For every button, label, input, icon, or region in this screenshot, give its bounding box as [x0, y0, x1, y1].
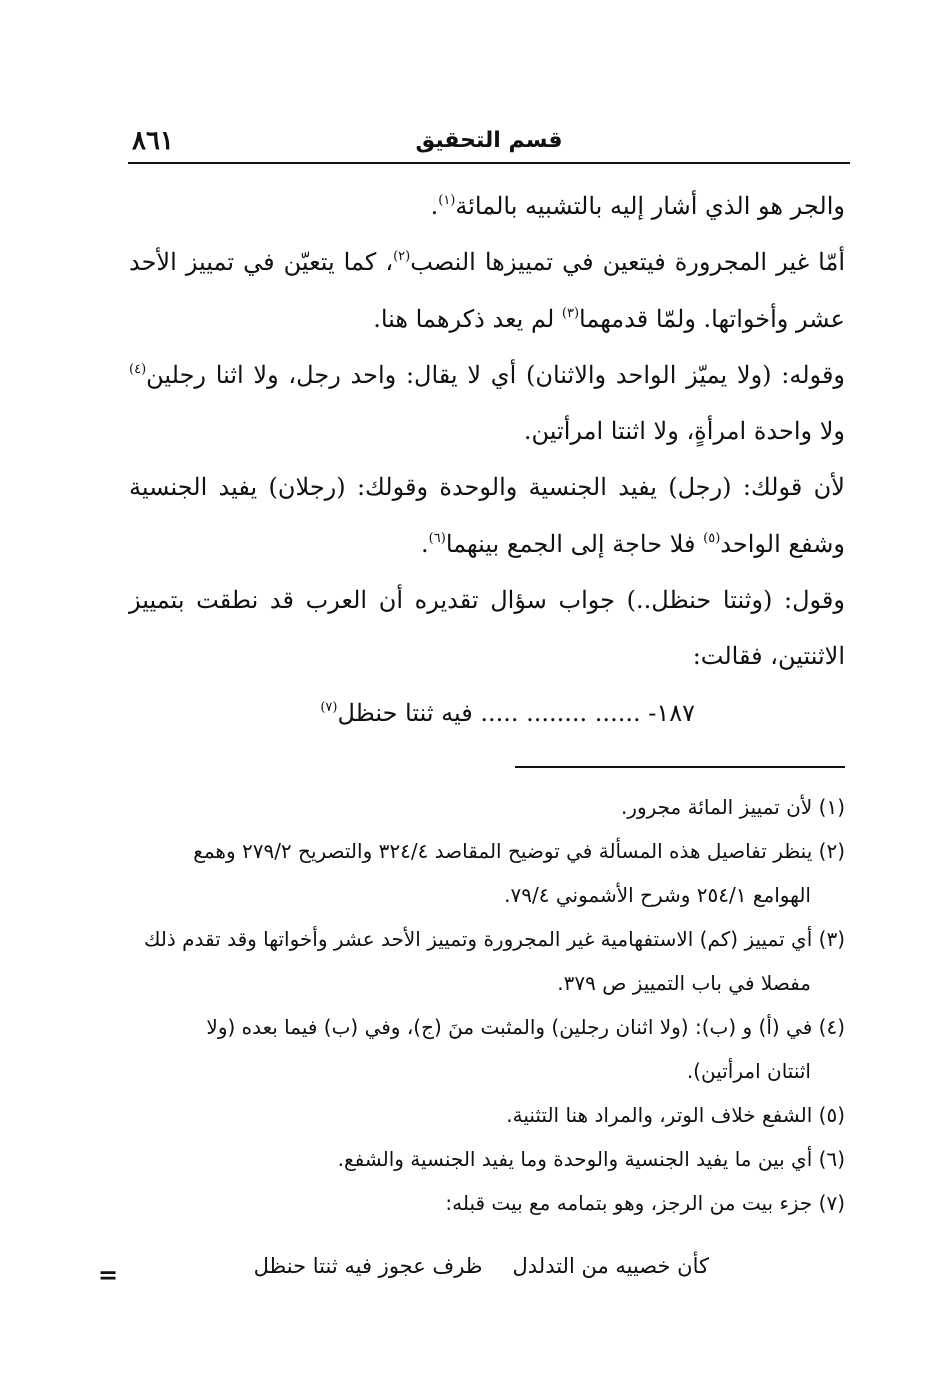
p2b-text: ، كما يتعيّن في تمييز الأحد عشر وأخواتها. ولمّا قدمهما [129, 248, 845, 333]
footnote-text: أي بين ما يفيد الجنسية والوحدة وما يفيد الجنسية والشفع. [337, 1147, 813, 1171]
p3a-text: وقوله: (ولا يميّز الواحد والاثنان) أي لا يقال: واحد رجل، ولا اثنا رجلين [146, 360, 845, 389]
paragraph-1 [129, 178, 845, 234]
footnote-text: الهوامع ٢٥٤/١ وشرح الأشموني ٧٩/٤. [504, 883, 811, 907]
page-header [128, 126, 850, 166]
footnote-number: (٣) [818, 927, 845, 951]
footnote-7 [129, 1181, 845, 1225]
footnote-ref-3[interactable]: (٣) [561, 305, 580, 321]
continuation-mark: = [98, 1260, 119, 1289]
p1-text: والجر هو الذي أشار إليه بالتشبيه بالمائة [455, 192, 845, 220]
footnote-text: ينظر تفاصيل هذه المسألة في توضيح المقاصد ٣٢٤/٤ والتصريح ٢٧٩/٢ وهمع [193, 839, 813, 863]
footnote-number: (٧) [818, 1191, 845, 1215]
p1-end: . [430, 192, 439, 220]
section-title: قسم التحقيق [415, 128, 563, 153]
footnote-1 [129, 785, 845, 829]
p2c-text: لم يعد ذكرهما هنا. [373, 304, 562, 333]
footnote-ref-4[interactable]: (٤) [129, 361, 147, 377]
footnote-ref-7[interactable]: (٧) [320, 699, 338, 715]
footnote-text: مفصلا في باب التمييز ص ٣٧٩. [557, 971, 811, 995]
footnote-6 [129, 1137, 845, 1181]
footnote-divider [515, 766, 845, 768]
p4b-text: فلا حاجة إلى الجمع بينهما [445, 529, 704, 558]
verse-text: ١٨٧- ...... ........ ..... فيه ثنتا حنظل [337, 698, 695, 727]
footnote-4-continued [129, 1049, 845, 1093]
footnote-3-continued [129, 961, 845, 1005]
footnote-2-continued [129, 873, 845, 917]
footnote-number: (٥) [818, 1103, 845, 1127]
footnote-ref-5[interactable]: (٥) [703, 530, 721, 546]
footnote-ref-2[interactable]: (٢) [393, 249, 411, 265]
footnote-number: (٢) [818, 839, 845, 863]
footnote-text: لأن تمييز المائة مجرور. [620, 795, 813, 819]
footnote-number: (٦) [818, 1147, 845, 1171]
footnote-ref-1[interactable]: (١) [438, 193, 456, 208]
main-text [129, 178, 845, 741]
footnote-3 [129, 917, 845, 961]
footnote-text: الشفع خلاف الوتر، والمراد هنا التثنية. [506, 1103, 813, 1127]
footnote-text: جزء بيت من الرجز، وهو بتمامه مع بيت قبله: [445, 1191, 813, 1215]
poem-verse [129, 685, 845, 741]
footnote-4 [129, 1005, 845, 1049]
footnotes [129, 785, 845, 1225]
footnote-text: في (أ) و (ب): (ولا اثنان رجلين) والمثبت منَ (ج)، وفي (ب) فيما بعده (ولا [206, 1015, 813, 1039]
paragraph-3 [129, 347, 845, 460]
footnote-number: (١) [818, 795, 845, 819]
page-number: ٨٦١ [132, 126, 174, 156]
footnote-text: اثنتان امرأتين). [686, 1059, 811, 1083]
p4a-text: لأن قولك: (رجل) يفيد الجنسية والوحدة وقولك: (رجلان) يفيد الجنسية وشفع الواحد [129, 473, 845, 558]
footnote-number: (٤) [818, 1015, 845, 1039]
paragraph-5 [129, 572, 845, 685]
verse-first-hemistich: كأن خصييه من التدلدل [512, 1254, 709, 1278]
footnote-text: أي تمييز (كم) الاستفهامية غير المجرورة وتمييز الأحد عشر وأخواتها وقد تقدم ذلك [143, 927, 813, 951]
footnote-ref-6[interactable]: (٦) [428, 530, 446, 546]
footnote-2 [129, 829, 845, 873]
header-divider [128, 162, 850, 164]
paragraph-2 [129, 234, 845, 347]
p5-text: وقول: (وثنتا حنظل..) جواب سؤال تقديره أن العرب قد نطقت بتمييز الاثنتين، فقالت: [129, 586, 845, 671]
verse-second-hemistich: ظرف عجوز فيه ثنتا حنظل [253, 1254, 483, 1278]
footnote-5 [129, 1093, 845, 1137]
p2a-text: أمّا غير المجرورة فيتعين في تمييزها النصب [410, 248, 845, 277]
p3b-text: ولا واحدة امرأةٍ، ولا اثنتا امرأتين. [523, 417, 845, 446]
paragraph-4 [129, 459, 845, 572]
footnote-poem-verse [254, 1254, 709, 1278]
p4b-end: . [421, 529, 429, 558]
